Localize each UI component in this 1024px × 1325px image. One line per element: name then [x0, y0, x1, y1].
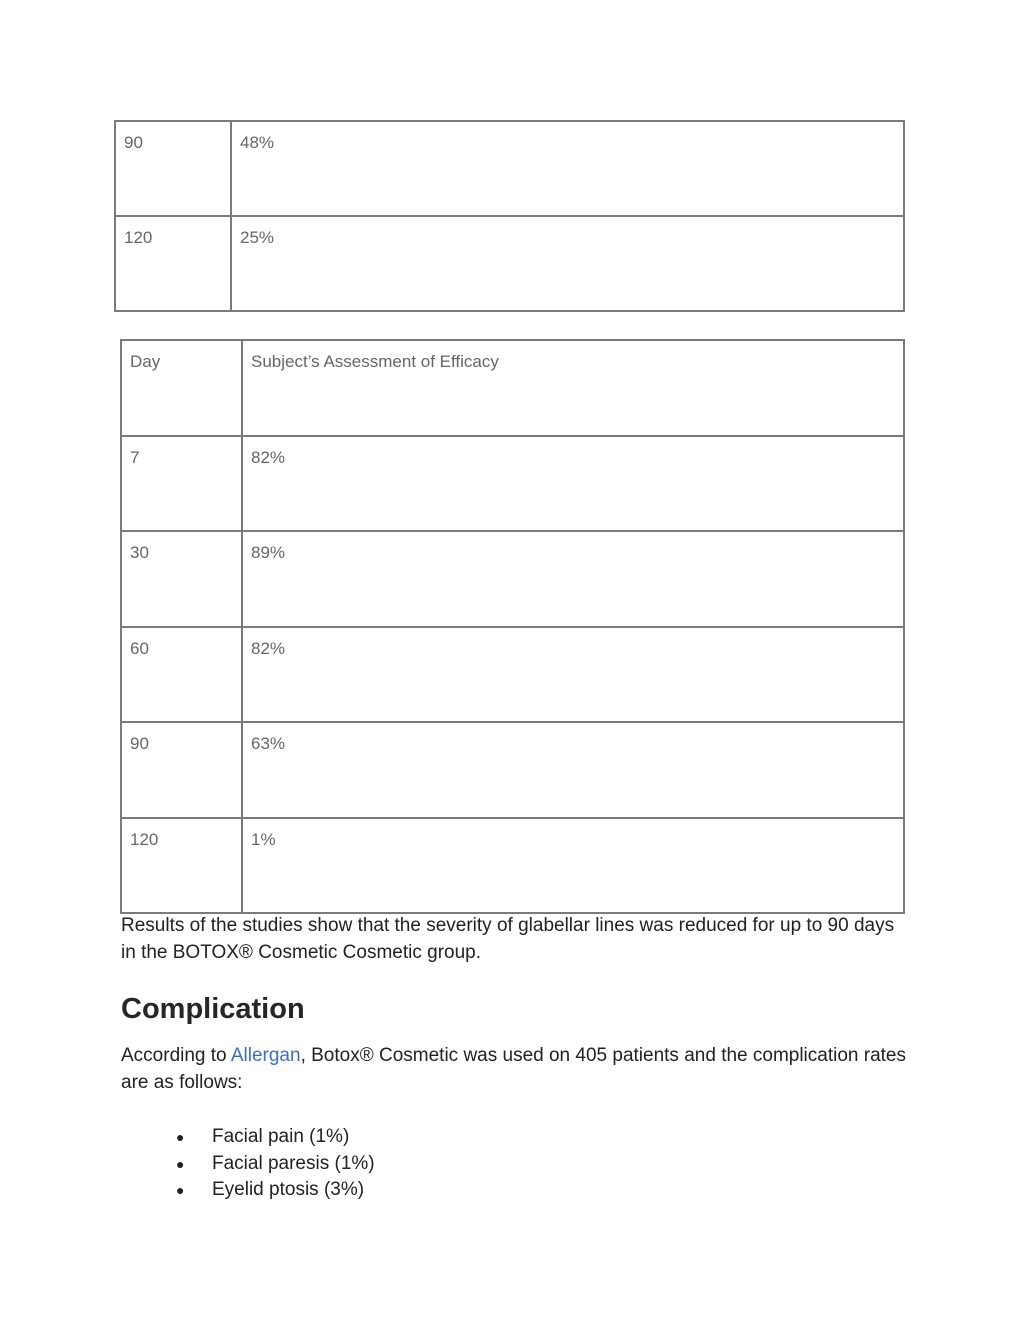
list-item — [121, 1177, 375, 1204]
list-item-text: Facial pain (1%) — [212, 1126, 350, 1147]
table-row — [115, 216, 904, 311]
allergan-link[interactable]: Allergan — [230, 1045, 301, 1066]
intro-text-before: According to — [121, 1045, 231, 1066]
efficacy-table-continued — [114, 120, 905, 312]
bullet-icon: ● — [176, 1155, 185, 1172]
list-item-text: Facial paresis (1%) — [212, 1152, 375, 1174]
table-row — [121, 531, 904, 627]
list-item-text: Eyelid ptosis (3%) — [212, 1179, 365, 1200]
table-cell-value: 25% — [231, 216, 904, 311]
intro-text-after: , Botox® Cosmetic was used on 405 patients and the complication rates are as follows: — [121, 1045, 907, 1093]
table-cell-day: 60 — [121, 627, 242, 723]
bullet-icon: ● — [176, 1129, 185, 1145]
table-cell-day: 120 — [121, 818, 242, 914]
table-cell-value: 63% — [242, 722, 904, 818]
complication-intro — [121, 1043, 911, 1096]
complication-list — [121, 1124, 375, 1204]
table-cell-day: 120 — [115, 216, 231, 311]
table-cell-value: 89% — [242, 531, 904, 627]
list-item — [121, 1151, 375, 1178]
table-cell-value: 82% — [242, 436, 904, 532]
table-cell-day: 90 — [115, 121, 231, 216]
results-paragraph: Results of the studies show that the severity of glabellar lines was reduced for up to 90 days in the BOTOX® Cosmetic Cosmetic group. — [121, 915, 895, 963]
table-row — [115, 121, 904, 216]
table-row — [121, 627, 904, 723]
list-item — [121, 1124, 375, 1151]
table-header-row — [121, 340, 904, 436]
table-cell-day: 7 — [121, 436, 242, 532]
table-row — [121, 436, 904, 532]
table-cell-value: 1% — [242, 818, 904, 914]
table-cell-day: 30 — [121, 531, 242, 627]
table-cell-value: 48% — [231, 121, 904, 216]
table-header-value: Subject’s Assessment of Efficacy — [242, 340, 904, 436]
table-cell-value: 82% — [242, 627, 904, 723]
table-cell-day: 90 — [121, 722, 242, 818]
section-heading: Complication — [121, 993, 305, 1025]
bullet-icon: ● — [176, 1182, 185, 1198]
subject-assessment-table — [120, 339, 905, 914]
table-header-day: Day — [121, 340, 242, 436]
table-row — [121, 722, 904, 818]
table-row — [121, 818, 904, 914]
